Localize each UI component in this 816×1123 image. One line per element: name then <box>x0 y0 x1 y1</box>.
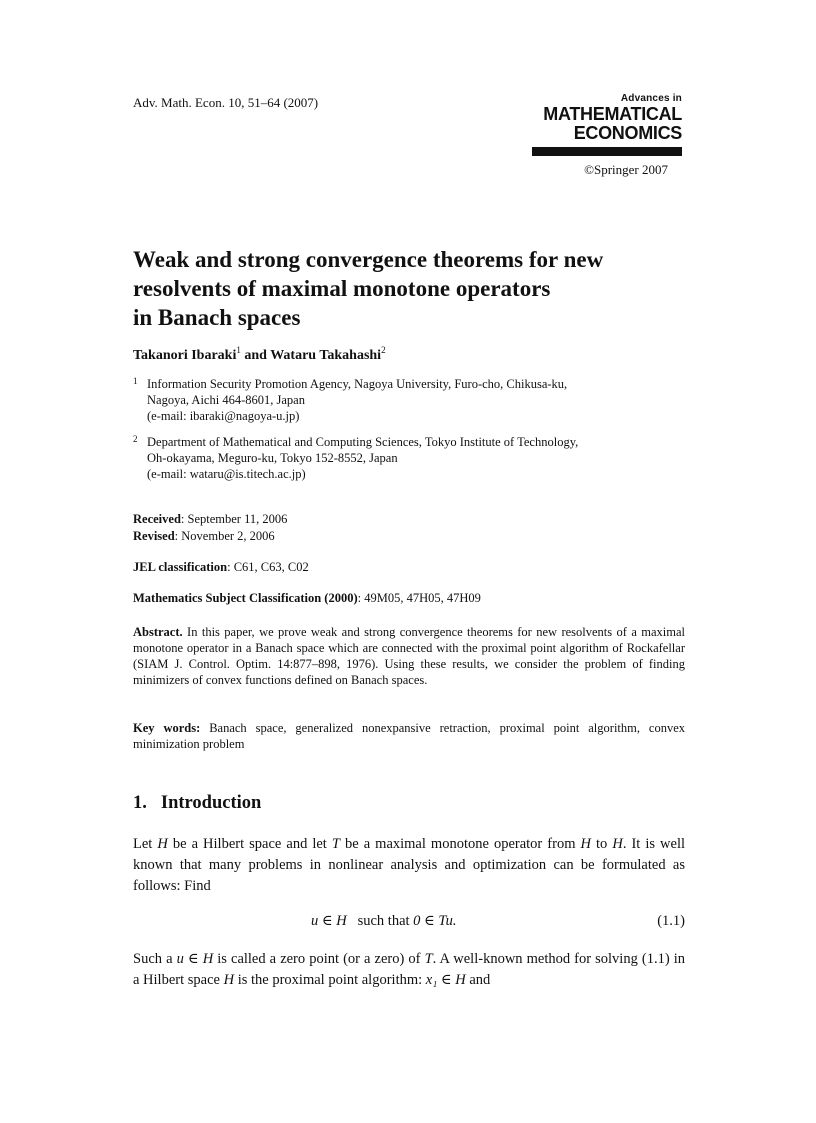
msc-value: : 49M05, 47H05, 47H09 <box>357 591 481 605</box>
journal-citation: Adv. Math. Econ. 10, 51–64 (2007) <box>133 95 319 110</box>
author-name: Takanori Ibaraki <box>133 348 237 363</box>
abstract <box>133 624 685 688</box>
equation-number: (1.1) <box>657 913 685 929</box>
revised-date <box>133 528 693 545</box>
revised-label: Revised <box>133 529 175 543</box>
math-H: H <box>223 972 235 988</box>
affiliation-email: (e-mail: ibaraki@nagoya-u.jp) <box>147 409 300 423</box>
abstract-text: In this paper, we prove weak and strong convergence theorems for new resolvents of a maximal monotone operator in a Banach space which are connected with the proximal point algorithm of Rockafellar (SIAM J. Control. Optim. 14:877–898, 1976). Using these results, we consider the problem of finding minimizers of convex functions defined on Banach spaces. <box>133 625 686 687</box>
received-value: : September 11, 2006 <box>180 512 288 526</box>
affiliation-line: Department of Mathematical and Computing Sciences, Tokyo Institute of Technology, <box>147 435 579 449</box>
author-connector: and <box>244 348 267 363</box>
affiliation-email: (e-mail: wataru@is.titech.ac.jp) <box>147 467 306 481</box>
math-T: T <box>331 836 340 852</box>
affiliation-number: 2 <box>133 434 138 444</box>
jel-label: JEL classification <box>133 560 228 574</box>
intro-paragraph-1: Let H be a Hilbert space and let T be a maximal monotone operator from H to H. It is well known that many problems in nonlinear analysis and optimization can be formulated as follows: Find <box>133 836 686 894</box>
msc-label: Mathematics Subject Classification (2000) <box>133 591 358 605</box>
jel-classification <box>133 559 693 576</box>
logo-line-advances: Advances in <box>620 93 682 104</box>
eq-rhs: 0 ∈ Tu. <box>413 913 457 929</box>
jel-value: : C61, C63, C02 <box>227 560 309 574</box>
section-heading <box>133 793 261 814</box>
math-T: T <box>424 951 433 967</box>
math-u-in-H: u ∈ H <box>176 951 214 967</box>
eq-lhs: u ∈ H <box>311 913 347 929</box>
copyright: ©Springer 2007 <box>584 162 668 177</box>
paper-title <box>133 245 693 332</box>
title-line: resolvents of maximal monotone operators <box>133 276 551 301</box>
authors <box>133 345 386 364</box>
received-date <box>133 511 693 528</box>
msc-classification <box>133 590 693 607</box>
keywords <box>133 720 685 752</box>
affiliation-line: Nagoya, Aichi 464-8601, Japan <box>147 393 305 407</box>
equation-body <box>311 913 457 930</box>
abstract-label: Abstract. <box>133 625 183 639</box>
logo-bar <box>532 147 682 156</box>
affiliation-2 <box>133 434 693 482</box>
affiliation-1 <box>133 376 693 424</box>
title-line: Weak and strong convergence theorems for new <box>133 247 604 272</box>
author-affil-mark: 2 <box>381 345 386 355</box>
dates <box>133 511 693 545</box>
math-H: H <box>612 836 623 852</box>
math-H: H <box>580 836 591 852</box>
affiliation-line: Information Security Promotion Agency, Nagoya University, Furo-cho, Chikusa-ku, <box>147 377 568 391</box>
math-x1-in-H: x₁ ∈ H <box>425 972 466 988</box>
keywords-text: Banach space, generalized nonexpansive retraction, proximal point algorithm, convex minimization problem <box>133 721 686 751</box>
affiliation-line: Oh-okayama, Meguro-ku, Tokyo 152-8552, Japan <box>147 451 398 465</box>
math-H: H <box>157 836 168 852</box>
logo-line-economics: ECONOMICS <box>573 123 682 143</box>
received-label: Received <box>133 512 181 526</box>
logo-line-mathematical: MATHEMATICAL <box>543 104 682 124</box>
section-title: Introduction <box>160 793 262 813</box>
intro-paragraph-2: Such a u ∈ H is called a zero point (or a zero) of T. A well-known method for solving (1.1) in a Hilbert space H is the proximal point algorithm: x₁ ∈ H and <box>133 951 686 988</box>
journal-logo <box>532 93 682 178</box>
title-line: in Banach spaces <box>133 305 301 330</box>
author-name: Wataru Takahashi <box>270 348 382 363</box>
affiliation-number: 1 <box>133 376 138 386</box>
author-affil-mark: 1 <box>236 345 241 355</box>
keywords-label: Key words: <box>133 721 201 735</box>
eq-such-that: such that <box>357 913 410 929</box>
revised-value: : November 2, 2006 <box>174 529 275 543</box>
section-number: 1. <box>133 793 147 813</box>
